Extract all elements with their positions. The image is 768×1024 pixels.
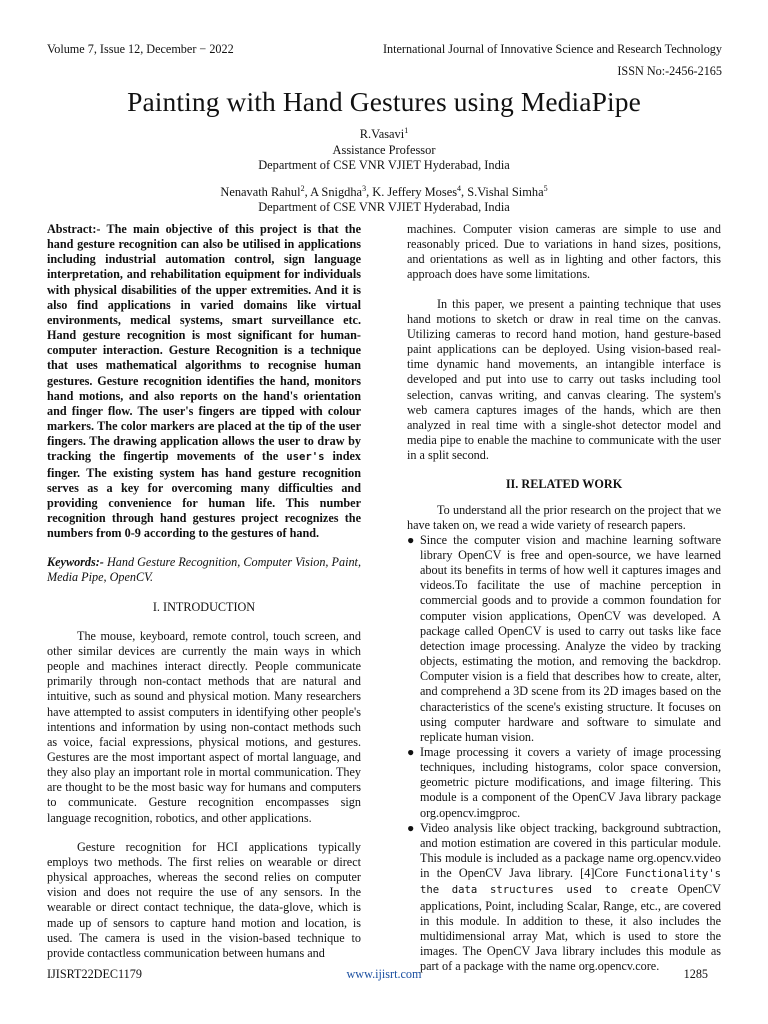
intro-paragraph: Gesture recognition for HCI applications typically employs two methods. The first relies on wearable or direct physical approaches, whereas the second relies on computer vision and does not require the use of any sensors. In the wearable or direct contact technique, the data-glove, which is made up of sensors to capture hand motion and location, is used. The camera is used in the vision-based technique to provide contactless communication between humans and xyxy=(47,839,361,960)
bullet-icon: ● xyxy=(407,820,415,835)
author-sup: 4 xyxy=(457,183,462,193)
related-bullet xyxy=(407,745,721,821)
abstract-text: index finger. The existing system has hand gesture recognition serves as a key for overcoming many difficulties and providing convenience for human life. This number recognition through hand gestures project recognizes the numbers from 0-9 according to the gestures of hand. xyxy=(47,449,361,541)
bullet-text: OpenCV applications, Point, including Scalar, Range, etc., are covered in this module. In addition to these, it also includes the multidimensional array Mat, which is used to store the images. The OpenCV Java library includes this module as part of a package with the name org.opencv.core. xyxy=(420,882,721,974)
journal-volume: Volume 7, Issue 12, December − 2022 xyxy=(47,42,234,56)
intro-paragraph-continued: machines. Computer vision cameras are simple to use and reasonably priced. Due to variations in hand sizes, positions, and orientations as well as in lighting and other factors, this approach does have some limitations. xyxy=(407,222,721,282)
author-sup: 5 xyxy=(543,183,548,193)
author-name: Nenavath Rahul xyxy=(220,184,301,199)
section-heading-text: II. RELATED WORK xyxy=(505,477,623,492)
author-name: , A Snigdha xyxy=(304,184,363,199)
author-name: , K. Jeffery Moses xyxy=(366,184,458,199)
keywords xyxy=(47,555,361,585)
abstract-text: Abstract:- The main objective of this project is that the hand gesture recognition can also be utilised in applications including industrial automation control, sign language interpretation, and rehabilitation equipment for individuals with physical disabilities of the upper extremities. And it is also find applications in varied domains like virtual environments, medical systems, smart surveillance etc. Hand gesture recognition is most significant for human-computer interaction. Gesture Recognition is a technique that uses mathematical algorithms to recognise human gestures. Gesture recognition identifies the hand, monitors hand motions, and also reports on the hand's orientation and finger flow. The user's fingers are tipped with colour markers. The color markers are placed at the tip of the user fingers. The drawing application allows the user to draw by tracking the fingertip movements of the xyxy=(47,222,361,464)
bullet-icon: ● xyxy=(407,532,415,547)
bullet-icon: ● xyxy=(407,745,415,759)
author-line-2 xyxy=(0,185,768,201)
bullet-text-mono: Functionality's the data structures used to create xyxy=(420,868,721,897)
related-bullet xyxy=(407,533,721,745)
author-name: R.Vasavi xyxy=(359,127,405,141)
author-affiliation: Department of CSE VNR VJIET Hyderabad, India xyxy=(258,200,510,215)
related-bullet xyxy=(407,821,721,975)
bullet-text: Video analysis like object tracking, background subtraction, and motion estimation are covered in this particular module. This module is included as a package name org.opencv.video in the OpenCV Java library. [4]Core xyxy=(420,820,721,881)
author-name: , S.Vishal Simha xyxy=(461,184,544,199)
bullet-text: Image processing it covers a variety of image processing techniques, including histograms, color space conversion, geometric picture modifications, and image filtering. This module is a component of the OpenCV Java library package org.opencv.imgproc. xyxy=(420,745,721,820)
issn: ISSN No:-2456-2165 xyxy=(617,64,722,78)
paper-id: IJISRT22DEC1179 xyxy=(47,967,142,981)
section-heading-related-work xyxy=(407,477,721,492)
author-block xyxy=(0,127,768,216)
bullet-text: Since the computer vision and machine learning software library OpenCV is free and open-source, we have learned about its benefits in terms of how well it captures images and videos.To facilitate the use of machine perception in commercial goods and to provide a common foundation for computer vision applications, OpenCV was developed. A package called OpenCV is used to carry out tasks like face detection image processing. Analyze the video by tracking objects, estimating the motion, and removing the backdrop. Computer vision is a field that describes how to create, alter, and comprehend a 3D scene from its 2D images based on the characteristics of the scene's existing structure. It focuses on using computer hardware and software to simulate and replicate human vision. xyxy=(420,532,721,744)
journal-name: International Journal of Innovative Science and Research Technology xyxy=(382,42,722,56)
author-role: Assistance Professor xyxy=(332,142,436,157)
keywords-text: Hand Gesture Recognition, Computer Vision, Paint, Media Pipe, OpenCV. xyxy=(47,555,361,585)
left-column xyxy=(47,222,361,961)
related-intro: To understand all the prior research on the project that we have taken on, we read a wide variety of research papers. xyxy=(407,502,721,532)
section-heading-introduction: I. INTRODUCTION xyxy=(152,599,256,614)
keywords-label: Keywords:- xyxy=(47,555,104,570)
journal-url-link[interactable]: www.ijisrt.com xyxy=(346,967,422,981)
right-column xyxy=(407,222,721,974)
abstract xyxy=(47,222,361,541)
page-number: 1285 xyxy=(683,967,708,981)
abstract-text-mono: user's xyxy=(286,451,325,464)
paper-title: Painting with Hand Gestures using MediaPipe xyxy=(127,86,641,117)
author-line-1 xyxy=(0,127,768,143)
intro-paragraph: In this paper, we present a painting technique that uses hand motions to sketch or draw in real time on the canvas. Utilizing cameras to record hand motion, hand gesture-based paint applications can be deployed. Using vision-based real-time dynamic hand movements, an intangible interface is developed and put into use to carry out tasks including tool selection, canvas writing, and canvas clearing. The system's web camera captures images of the hands, which are then analyzed in real time with a single-shot detector model and media pipe to enable the machine to communicate with the user in a split second. xyxy=(407,296,721,463)
author-sup: 3 xyxy=(362,183,367,193)
intro-paragraph: The mouse, keyboard, remote control, touch screen, and other similar devices are currently the main ways in which people and machines interact directly. People communicate primarily through non-contact methods that are natural and intuitive, such as sound and physical motion. Many researchers have attempted to assist computers in identifying other people's intentions and information by using non-contact methods such as voice, facial expressions, physical motions, and gestures. Gestures are the most important aspect of mortal language, and they also play an important role in mortal communication. They are thought to be the most basic way for humans and computers to communicate. Gesture recognition encompasses sign language recognition, robotics, and other applications. xyxy=(47,628,361,825)
author-sup: 2 xyxy=(300,183,305,193)
author-sup: 1 xyxy=(404,125,409,135)
author-affiliation: Department of CSE VNR VJIET Hyderabad, India xyxy=(258,158,510,173)
